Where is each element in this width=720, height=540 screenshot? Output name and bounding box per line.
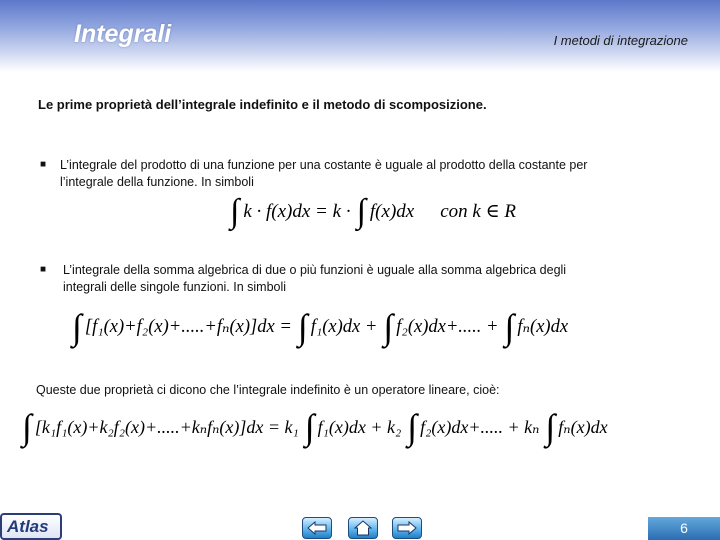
integral-sign-icon: ∫ bbox=[407, 407, 418, 447]
formula-constant-rule bbox=[230, 194, 516, 230]
integral-sign-icon: ∫ bbox=[297, 307, 308, 347]
integral-sign-icon: ∫ bbox=[383, 307, 394, 347]
header-title: Integrali bbox=[74, 20, 172, 48]
next-button[interactable] bbox=[392, 517, 422, 539]
sum-rule-term-1: f₁(x)dx + bbox=[310, 317, 378, 337]
home-icon bbox=[353, 520, 373, 536]
prev-button[interactable] bbox=[302, 517, 332, 539]
linearity-term-1: f₁(x)dx + k₂ bbox=[317, 417, 402, 437]
home-button[interactable] bbox=[348, 517, 378, 539]
arrow-left-icon bbox=[307, 521, 327, 535]
linearity-text: Queste due proprietà ci dicono che l’integrale indefinito è un operatore lineare, cioè: bbox=[36, 383, 500, 397]
linearity-lhs: [k₁f₁(x)+k₂f₂(x)+.....+kₙfₙ(x)]dx = k₁ bbox=[34, 417, 299, 437]
header-banner bbox=[0, 0, 720, 72]
bullet-icon bbox=[40, 160, 50, 170]
integral-sign-icon: ∫ bbox=[356, 193, 366, 230]
integral-sign-icon: ∫ bbox=[545, 407, 556, 447]
formula-linearity bbox=[22, 408, 608, 446]
section-title: Le prime proprietà dell’integrale indefinito e il metodo di scomposizione. bbox=[38, 97, 487, 112]
bullet-2-text bbox=[63, 262, 657, 296]
linearity-term-2: f₂(x)dx+..... + kₙ bbox=[420, 417, 540, 437]
constant-rule-rhs: f(x)dx bbox=[369, 201, 415, 222]
bullet-2-line2: integrali delle singole funzioni. In simboli bbox=[63, 280, 287, 294]
linearity-term-3: fₙ(x)dx bbox=[558, 417, 608, 437]
bullet-1-line1: L’integrale del prodotto di una funzione per una costante è uguale al prodotto della costante per bbox=[60, 158, 588, 172]
arrow-right-icon bbox=[397, 521, 417, 535]
atlas-logo-text: Atlas bbox=[7, 517, 49, 536]
bullet-icon bbox=[40, 265, 50, 275]
integral-sign-icon: ∫ bbox=[304, 407, 315, 447]
integral-sign-icon: ∫ bbox=[504, 307, 515, 347]
page-number: 6 bbox=[648, 517, 720, 540]
bullet-1-line2: l’integrale della funzione. In simboli bbox=[60, 175, 254, 189]
integral-sign-icon: ∫ bbox=[72, 307, 82, 347]
atlas-logo bbox=[0, 513, 62, 540]
integral-sign-icon: ∫ bbox=[230, 193, 240, 230]
formula-sum-rule bbox=[72, 308, 568, 346]
constant-rule-condition: con k ∈ R bbox=[440, 201, 517, 222]
sum-rule-term-3: fₙ(x)dx bbox=[517, 317, 569, 337]
sum-rule-term-2: f₂(x)dx+..... + bbox=[396, 317, 499, 337]
integral-sign-icon: ∫ bbox=[22, 407, 32, 447]
constant-rule-lhs: k · f(x)dx = k · bbox=[243, 201, 351, 222]
sum-rule-lhs: [f₁(x)+f₂(x)+.....+fₙ(x)]dx = bbox=[84, 317, 292, 337]
bullet-2-line1: L’integrale della somma algebrica di due o più funzioni è uguale alla somma algebrica degli bbox=[63, 263, 567, 277]
bullet-1-text bbox=[60, 157, 660, 191]
header-subtitle: I metodi di integrazione bbox=[553, 33, 688, 48]
